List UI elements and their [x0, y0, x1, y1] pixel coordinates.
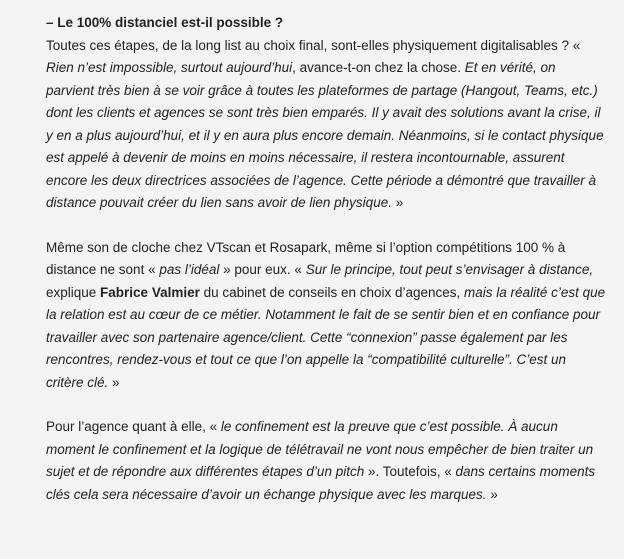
paragraph-3-quote-2: dans certains moments clés cela sera nécessaire d’avoir un échange physique avec les marques. [46, 464, 596, 502]
paragraph-3-text-1: Pour l’agence quant à elle, « [46, 419, 221, 434]
paragraph-3-text-2: ». Toutefois, « [364, 464, 456, 479]
paragraph-2-quote-2: Sur le principe, tout peut s’envisager à distance, [305, 262, 594, 277]
paragraph-2-quote-1: pas l’idéal [159, 262, 220, 277]
paragraph-3-quote-1: le confinement est la preuve que c’est possible. À aucun moment le confinement et la logique de télétravail ne vont nous empêcher de bien traiter un sujet et de répondre aux différentes étapes d’un pitch [46, 419, 594, 479]
person-name: Fabrice Valmier [100, 284, 200, 300]
paragraph-3-text-3: » [486, 486, 498, 502]
paragraph-2 [46, 237, 606, 395]
paragraph-2-text-2: » pour eux. « [219, 262, 306, 277]
paragraph-2-text-1: Même son de cloche chez VTscan et Rosapark, même si l’option compétitions 100 % à distance ne sont « [46, 239, 566, 277]
paragraph-2-quote-3: mais la réalité c’est que la relation est au cœur de ce métier. Notamment le fait de se sentir bien et en confiance pour travailler avec son partenaire agence/client. Cette “connexion” passe également par les rencontres, rendez-vous et tout ce que l’on appelle la “compatibilité culturelle”. C’est un critère clé. [46, 284, 606, 390]
paragraph-1-quote-2: Et en vérité, on parvient très bien à se voir grâce à toutes les plateformes de partage (Hangout, Teams, etc.) dont les clients et agences se sont très bien emparés. Il y avait des solutions avant la crise, il y en a plus aujourd’hui, et il y en aura plus encore demain. Néanmoins, si le contact physique est appelé à devenir de moins en moins nécessaire, il restera incontournable, assurent encore les deux directrices associées de l’agence. Cette période a démontré que travailler à distance pouvait créer du lien sans avoir de lien physique. [46, 60, 604, 210]
paragraph-1-text-1: Toutes ces étapes, de la long list au choix final, sont-elles physiquement digitalisables ? « [46, 37, 581, 53]
paragraph-3 [46, 416, 606, 506]
paragraph-1-quote-1: Rien n’est impossible, surtout aujourd’hui [46, 60, 293, 75]
paragraph-1-text-3: » [391, 195, 404, 210]
paragraph-2-text-3: explique [46, 284, 101, 300]
paragraph-2-text-4: du cabinet de conseils en choix d’agences, [199, 284, 465, 300]
paragraph-1-text-2: , avance-t-on chez la chose. [292, 60, 465, 75]
article-body [46, 12, 606, 506]
paragraph-1 [46, 35, 606, 215]
paragraph-2-text-5: » [108, 374, 120, 390]
section-heading: – Le 100% distanciel est-il possible ? [46, 15, 284, 30]
